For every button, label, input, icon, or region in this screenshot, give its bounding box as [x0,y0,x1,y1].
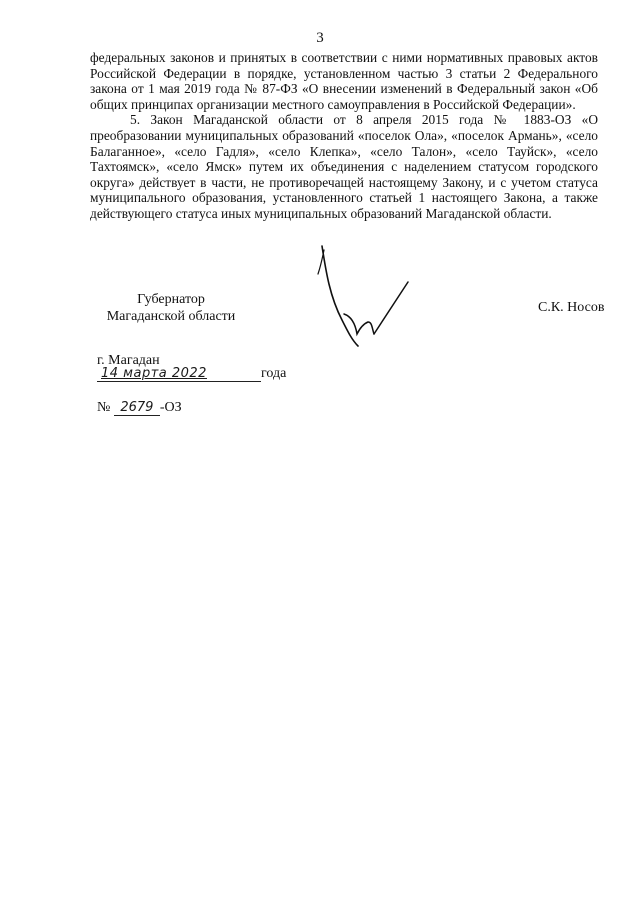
governor-title-line1: Губернатор [137,292,205,307]
governor-title [100,292,242,325]
signing-place: г. Магадан [97,353,160,368]
number-prefix: № [97,400,111,415]
body-paragraph-2: 5. Закон Магаданской области от 8 апреля 2015 года № 1883-ОЗ «О преобразовании муниципальных образований «поселок Ола», «поселок Армань», «село Балаганное», «село Гадля», «село Клепка», «село Талон», «село Тауйск», «село Тахтоямск», «село Ямск» путем их объединения с наделением статусом городского округа» действует в части, не противоречащей настоящему Закону, и с учетом статуса муниципального образования, установленного статьей 1 настоящего Закона, а также действующего статуса иных муниципальных образований Магаданской области. [90,112,598,221]
signing-date-line [97,366,286,382]
document-body [90,50,598,222]
signing-date-handwritten: 14 марта 2022 [97,366,261,382]
body-paragraph-1: федеральных законов и принятых в соответствии с ними нормативных правовых актов Российской Федерации в порядке, установленном частью 3 статьи 2 Федерального закона от 1 мая 2019 года № 87-ФЗ «О внесении изменений в Федеральный закон «Об общих принципах организации местного самоуправления в Российской Федерации». [90,50,598,112]
number-suffix: -ОЗ [159,400,182,415]
handwritten-signature [300,242,420,352]
governor-name: С.К. Носов [538,300,605,315]
date-suffix: года [261,366,287,381]
law-number-line [97,400,182,416]
law-number-handwritten: 2679 [114,400,160,416]
page-number: 3 [316,30,324,46]
governor-title-line2: Магаданской области [106,308,236,324]
